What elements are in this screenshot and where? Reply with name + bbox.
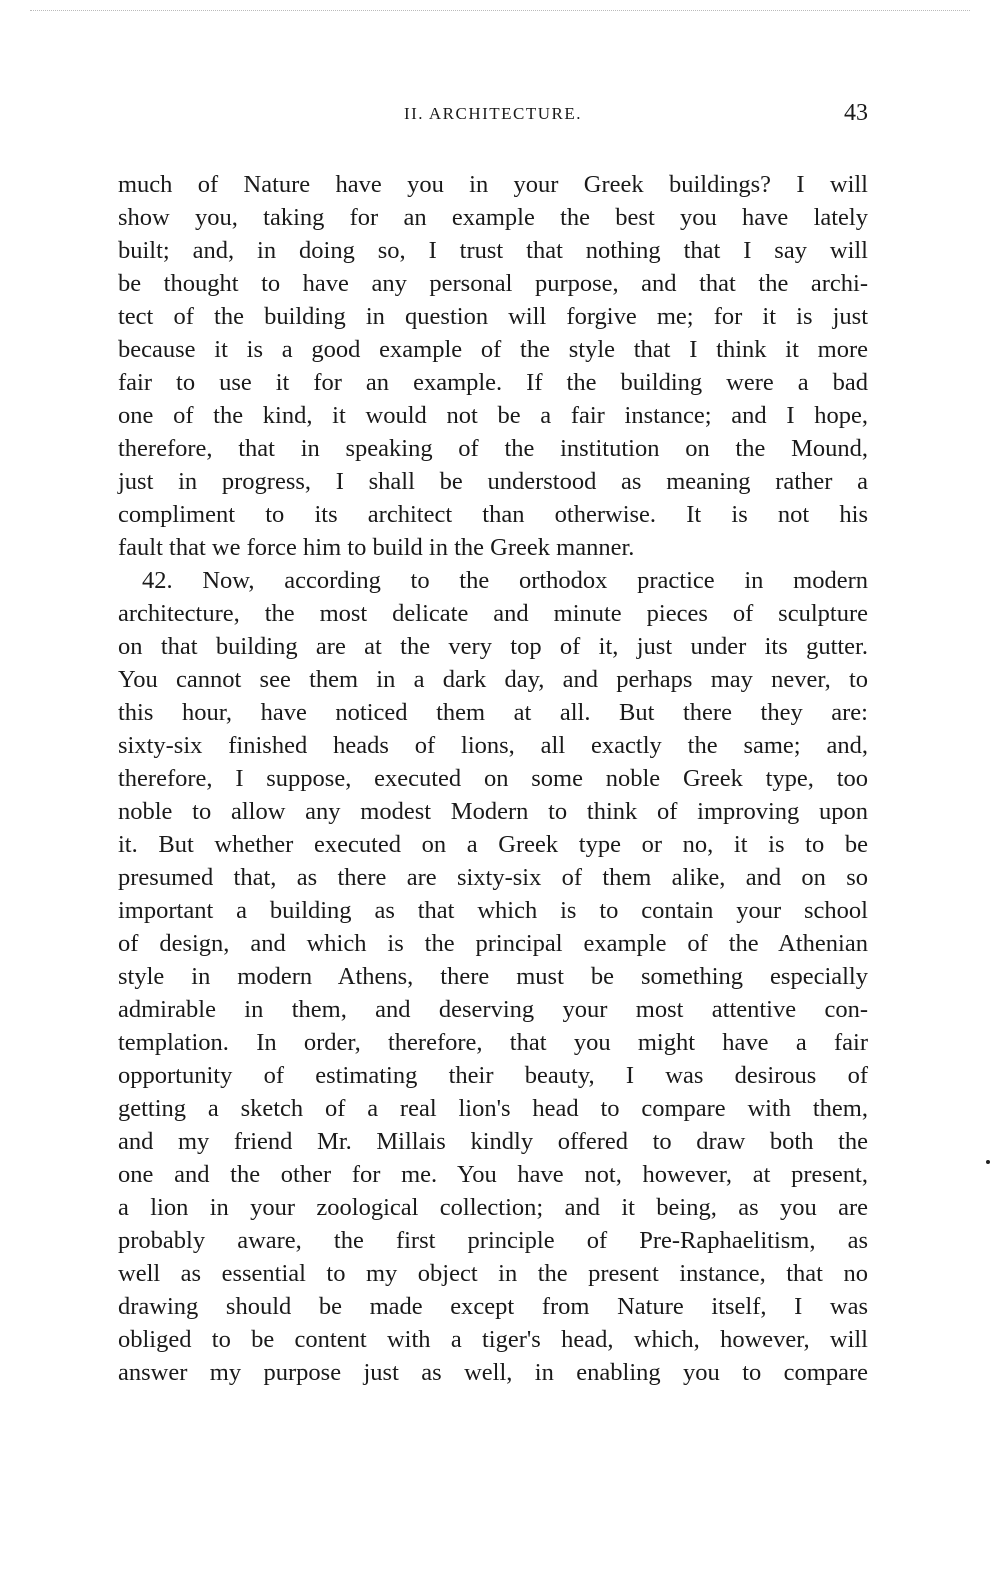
text-line: drawing should be made except from Nature itself, I was <box>118 1293 868 1320</box>
text-line: getting a sketch of a real lion's head to compare with them, <box>118 1095 868 1122</box>
text-line: important a building as that which is to contain your school <box>118 897 868 924</box>
text-line: answer my purpose just as well, in enabling you to compare <box>118 1359 868 1386</box>
text-line: architecture, the most delicate and minute pieces of sculpture <box>118 600 868 627</box>
text-line: style in modern Athens, there must be something especially <box>118 963 868 990</box>
text-line: templation. In order, therefore, that you might have a fair <box>118 1029 868 1056</box>
text-line: because it is a good example of the style that I think it more <box>118 336 868 363</box>
text-line: fair to use it for an example. If the building were a bad <box>118 369 868 396</box>
scan-speck <box>986 1160 990 1164</box>
text-line: be thought to have any personal purpose, and that the archi- <box>118 270 868 297</box>
text-line: admirable in them, and deserving your most attentive con- <box>118 996 868 1023</box>
text-line: a lion in your zoological collection; and it being, as you are <box>118 1194 868 1221</box>
text-line: fault that we force him to build in the Greek manner. <box>118 534 635 561</box>
text-line: You cannot see them in a dark day, and perhaps may never, to <box>118 666 868 693</box>
text-line: therefore, I suppose, executed on some noble Greek type, too <box>118 765 868 792</box>
page-header <box>118 100 868 130</box>
text-line: sixty-six finished heads of lions, all exactly the same; and, <box>118 732 868 759</box>
scan-edge-marks <box>30 10 970 13</box>
text-line: show you, taking for an example the best you have lately <box>118 204 868 231</box>
text-line: much of Nature have you in your Greek buildings? I will <box>118 171 868 198</box>
text-line: one of the kind, it would not be a fair instance; and I hope, <box>118 402 868 429</box>
page-number: 43 <box>844 100 868 126</box>
text-line: it. But whether executed on a Greek type or no, it is to be <box>118 831 868 858</box>
text-line: of design, and which is the principal example of the Athenian <box>118 930 868 957</box>
text-line: tect of the building in question will forgive me; for it is just <box>118 303 868 330</box>
text-line: built; and, in doing so, I trust that nothing that I say will <box>118 237 868 264</box>
paragraph-42-first-line: 42. Now, according to the orthodox practice in modern <box>142 567 868 594</box>
body-text <box>118 168 868 1389</box>
text-line: probably aware, the first principle of Pre-Raphaelitism, as <box>118 1227 868 1254</box>
text-line: this hour, have noticed them at all. But there they are: <box>118 699 868 726</box>
running-head: II. ARCHITECTURE. <box>403 104 583 123</box>
text-line: therefore, that in speaking of the institution on the Mound, <box>118 435 868 462</box>
text-line: opportunity of estimating their beauty, I was desirous of <box>118 1062 868 1089</box>
text-line: well as essential to my object in the present instance, that no <box>118 1260 868 1287</box>
text-line: obliged to be content with a tiger's head, which, however, will <box>118 1326 868 1353</box>
text-line: just in progress, I shall be understood as meaning rather a <box>118 468 868 495</box>
text-line: presumed that, as there are sixty-six of them alike, and on so <box>118 864 868 891</box>
text-line: compliment to its architect than otherwise. It is not his <box>118 501 868 528</box>
text-line: noble to allow any modest Modern to think of improving upon <box>118 798 868 825</box>
text-line: and my friend Mr. Millais kindly offered to draw both the <box>118 1128 868 1155</box>
text-line: one and the other for me. You have not, however, at present, <box>118 1161 868 1188</box>
text-line: on that building are at the very top of it, just under its gutter. <box>118 633 868 660</box>
